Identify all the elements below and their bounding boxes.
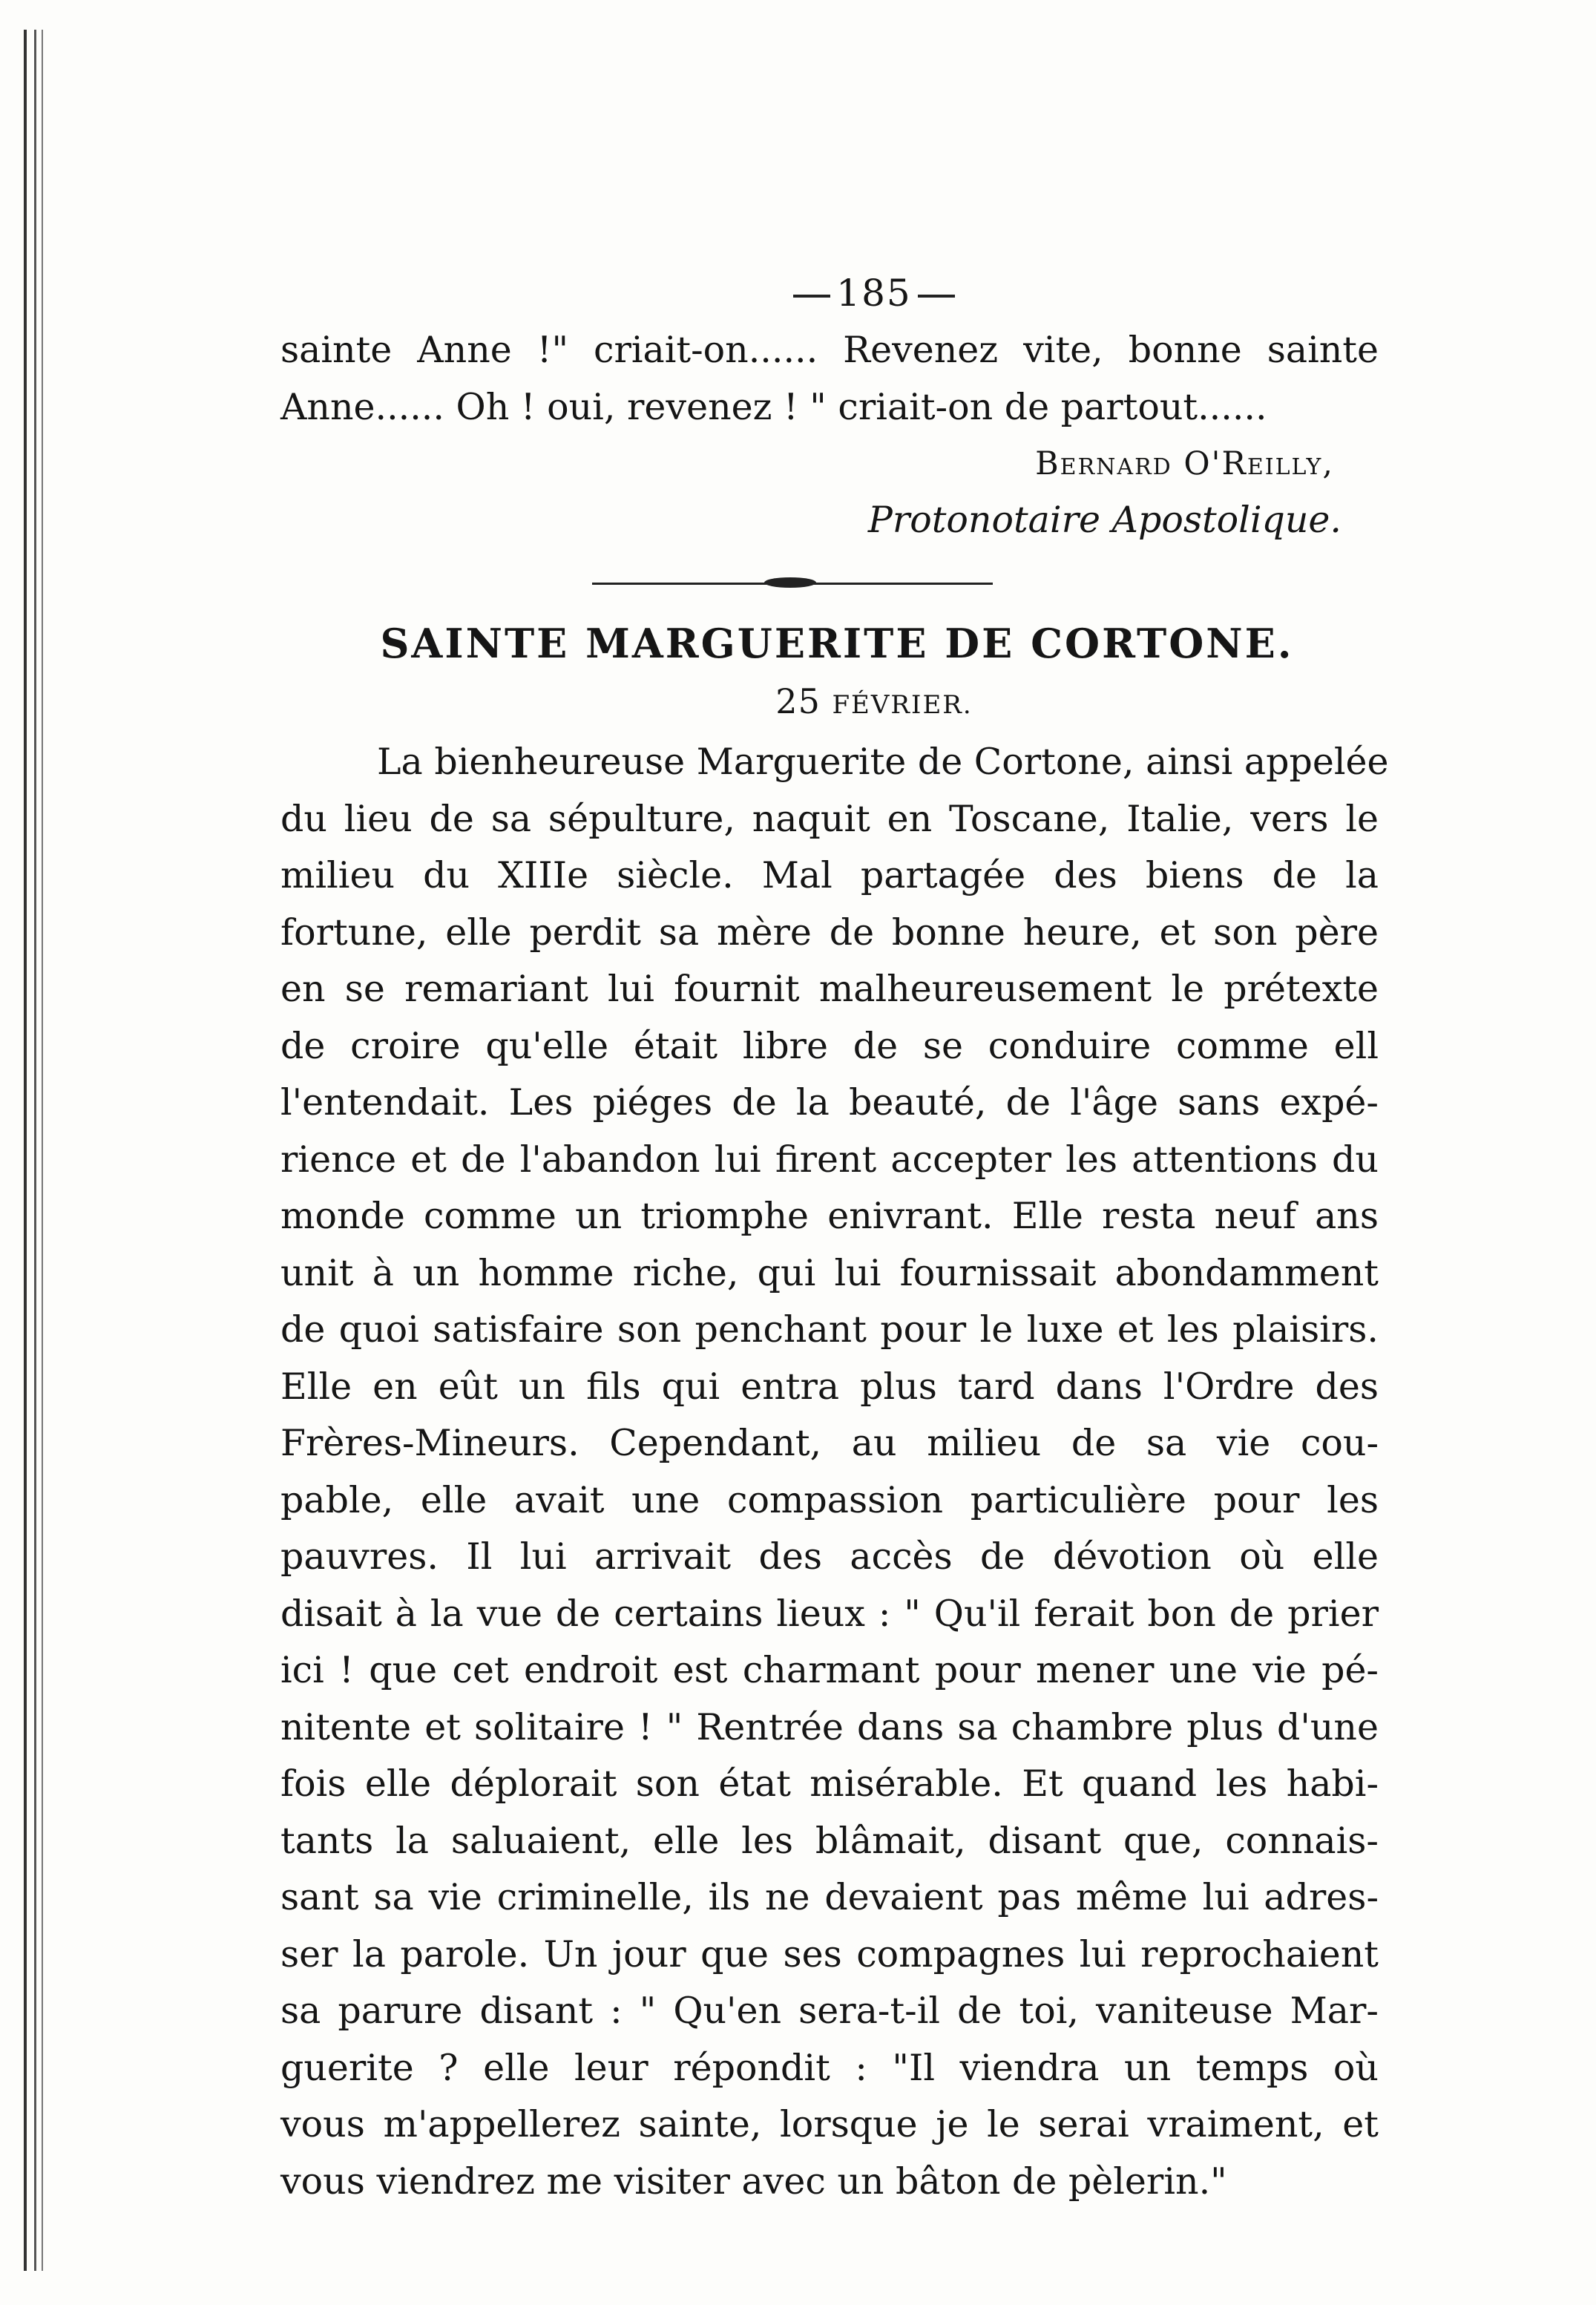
feast-month: FÉVRIER. bbox=[832, 690, 973, 720]
text-line: sa parure disant : " Qu'en sera-t-il de toi, vaniteuse Mar- bbox=[280, 1990, 1379, 2032]
body-paragraph bbox=[280, 734, 1389, 2210]
text-line: pauvres. Il lui arrivait des accès de dévotion où elle bbox=[280, 1535, 1379, 1578]
text-line: l'entendait. Les piéges de la beauté, de l'âge sans expé- bbox=[280, 1081, 1379, 1124]
section-divider bbox=[280, 577, 1379, 591]
text-line: vous m'appellerez sainte, lorsque je le serai vraiment, et bbox=[280, 2103, 1379, 2145]
text-line: du lieu de sa sépulture, naquit en Toscane, Italie, vers le bbox=[280, 797, 1379, 840]
page-number-value: 185 bbox=[836, 272, 912, 315]
text-line: nitente et solitaire ! " Rentrée dans sa chambre plus d'une bbox=[280, 1705, 1379, 1748]
feast-date bbox=[280, 673, 1379, 729]
text-line: milieu du XIIIe siècle. Mal partagée des biens de la bbox=[280, 854, 1379, 896]
page-number bbox=[370, 267, 1379, 319]
continuation-paragraph bbox=[280, 322, 1379, 436]
text-line: Frères-Mineurs. Cependant, au milieu de sa vie cou- bbox=[280, 1422, 1379, 1464]
scan-edge-line bbox=[24, 30, 27, 2271]
text-line: La bienheureuse Marguerite de Cortone, ainsi appelée bbox=[377, 741, 1389, 783]
text-line: fortune, elle perdit sa mère de bonne heure, et son père bbox=[280, 911, 1379, 954]
book-page bbox=[280, 267, 1389, 2210]
signature-title: Protonotaire Apostolique. bbox=[867, 499, 1342, 541]
text-line: rience et de l'abandon lui firent accepter les attentions du bbox=[280, 1138, 1379, 1181]
text-line: en se remariant lui fournit malheureusement le prétexte bbox=[280, 968, 1379, 1010]
text-line: pable, elle avait une compassion particulière pour les bbox=[280, 1478, 1379, 1521]
feast-day: 25 bbox=[775, 681, 821, 721]
text-line: monde comme un triomphe enivrant. Elle resta neuf ans bbox=[280, 1195, 1379, 1237]
text-line: tants la saluaient, elle les blâmait, disant que, connais- bbox=[280, 1819, 1379, 1862]
scan-edge-line bbox=[42, 30, 43, 2271]
text-line: ser la parole. Un jour que ses compagnes lui reprochaient bbox=[280, 1932, 1379, 1976]
text-line: Elle en eût un fils qui entra plus tard dans l'Ordre des bbox=[280, 1365, 1379, 1408]
page-number-dash bbox=[793, 295, 830, 298]
text-line: disait à la vue de certains lieux : " Qu'il ferait bon de prier bbox=[280, 1592, 1379, 1635]
text-line: Anne...... Oh ! oui, revenez ! " criait-on de partout...... bbox=[280, 385, 1267, 428]
text-line: guerite ? elle leur répondit : "Il viendra un temps où bbox=[280, 2046, 1379, 2089]
text-line: ici ! que cet endroit est charmant pour mener une vie pé- bbox=[280, 1649, 1379, 1691]
text-line: de croire qu'elle était libre de se conduire comme ell bbox=[280, 1024, 1379, 1067]
text-line: unit à un homme riche, qui lui fournissait abondamment bbox=[280, 1251, 1379, 1294]
text-line: vous viendrez me visiter avec un bâton de pèlerin." bbox=[280, 2160, 1227, 2203]
text-line: sainte Anne !" criait-on...... Revenez vite, bonne sainte bbox=[280, 329, 1379, 371]
text-line: sant sa vie criminelle, ils ne devaient pas même lui adres- bbox=[280, 1876, 1379, 1918]
text-line: de quoi satisfaire son penchant pour le luxe et les plaisirs. bbox=[280, 1308, 1379, 1351]
scan-edge-line bbox=[34, 30, 36, 2271]
section-heading: SAINTE MARGUERITE DE CORTONE. bbox=[380, 620, 1294, 667]
signature-name: Bernard O'Reilly, bbox=[1035, 445, 1334, 482]
page-number-dash bbox=[918, 295, 955, 298]
text-line: fois elle déplorait son état misérable. Et quand les habi- bbox=[280, 1763, 1379, 1805]
divider-ornament bbox=[764, 577, 816, 588]
